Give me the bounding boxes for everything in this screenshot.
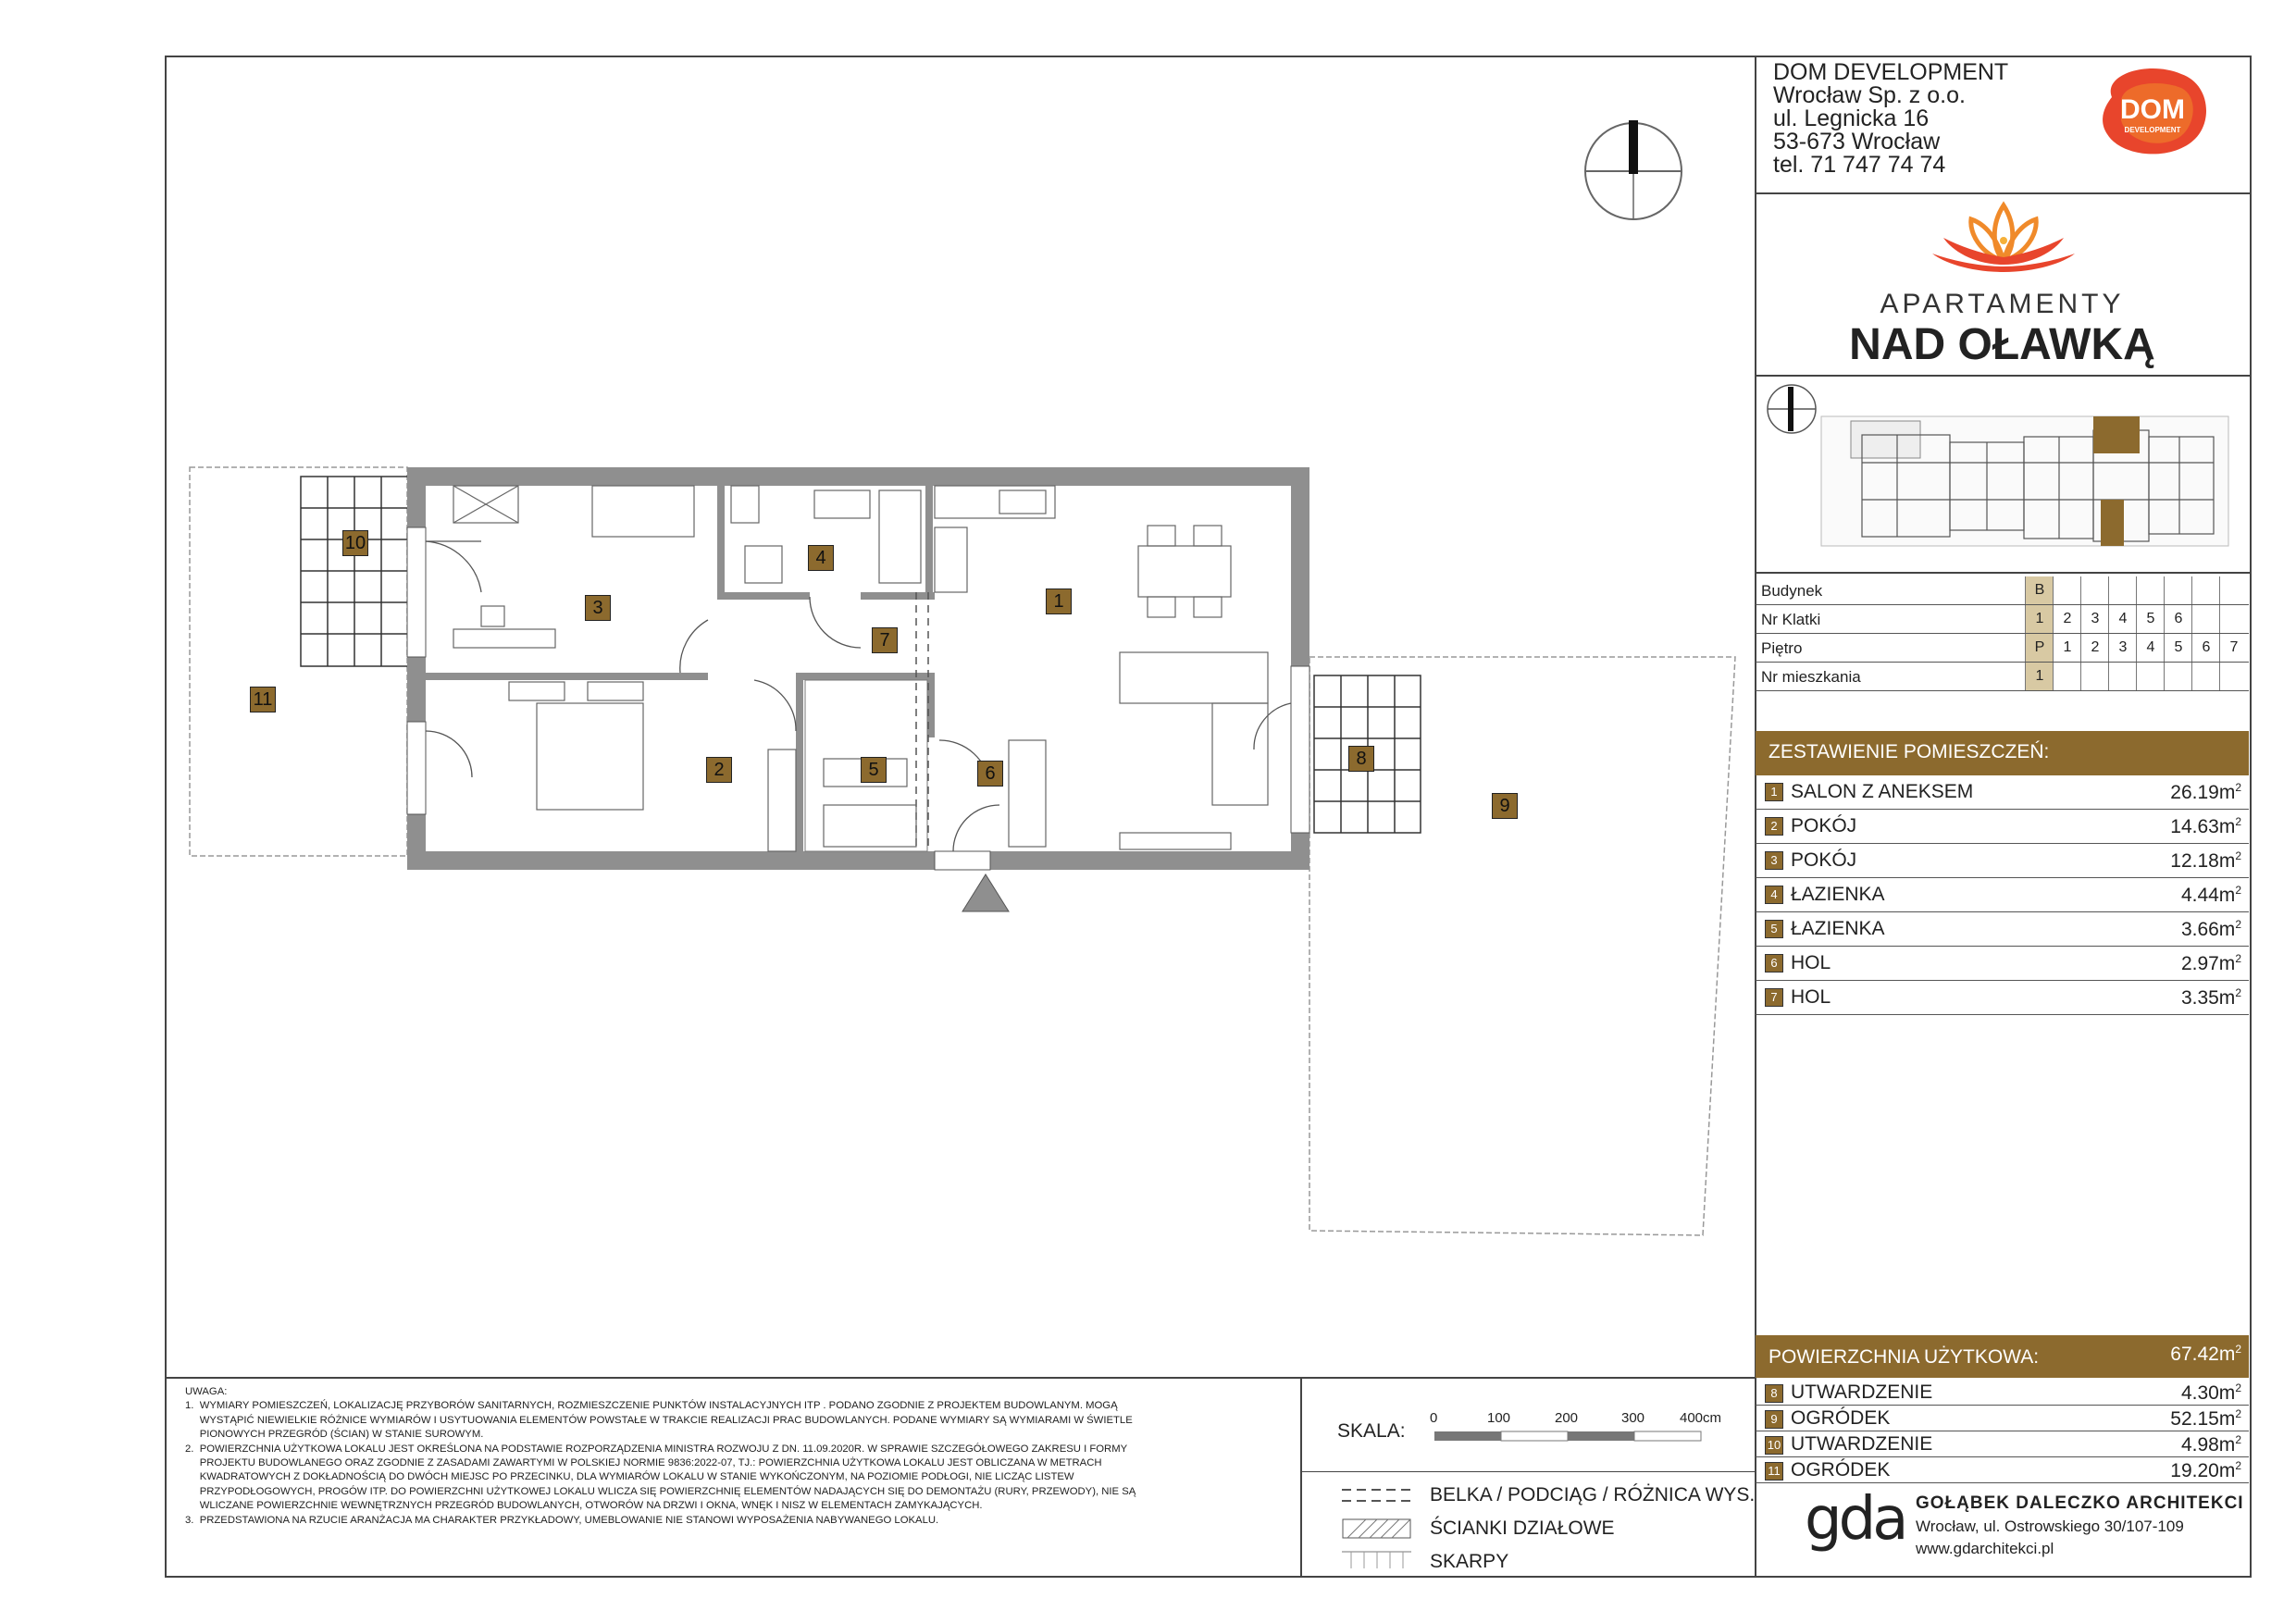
- room-area: [2181, 952, 2241, 975]
- room-name: HOL: [1791, 952, 1831, 973]
- scale-tick: 0: [1430, 1410, 1438, 1426]
- company-phone: tel. 71 747 74 74: [1773, 152, 1946, 178]
- location-cell: [2136, 663, 2165, 690]
- company-block: [1773, 61, 2079, 177]
- room-area: [2170, 815, 2241, 838]
- exterior-row: [1756, 1457, 2249, 1483]
- room-area-sup: 2: [2235, 986, 2241, 999]
- exterior-row: [1756, 1431, 2249, 1457]
- company-city: 53-673 Wrocław: [1773, 129, 1941, 155]
- location-cell: B: [2025, 576, 2054, 604]
- plan-label-5: 5: [861, 757, 887, 783]
- legend-beam: BELKA / PODCIĄG / RÓŻNICA WYS.: [1430, 1484, 1756, 1505]
- note-line: PROJEKTU BUDOWLANEGO ORAZ ZGODNIE Z ZASADAMI ZAWARTYMI W POLSKIEJ NORMIE 9836:2022-07, TJ.: POWIERZCHNIA UŻYTKOWA LOKALU JEST OBLICZANA W METRACH: [185, 1457, 1102, 1469]
- rooms-header-text: ZESTAWIENIE POMIESZCZEŃ:: [1769, 741, 2050, 762]
- location-cell: 7: [2219, 634, 2248, 662]
- dom-logo-subtext: DEVELOPMENT: [2124, 126, 2181, 134]
- location-cell: 3: [2108, 634, 2137, 662]
- slope-legend-icon: [1342, 1550, 1411, 1570]
- gda-logo: gda: [1805, 1485, 1905, 1554]
- plan-label-11: 11: [250, 687, 276, 712]
- room-area-value: 2.97m: [2180, 953, 2236, 974]
- plan-label-8: 8: [1348, 746, 1374, 772]
- exterior-area-sup: 2: [2235, 1459, 2241, 1472]
- scale-label: SKALA:: [1337, 1420, 1406, 1442]
- exterior-area-value: 19.20m: [2170, 1460, 2236, 1481]
- location-cell: [2219, 576, 2248, 604]
- room-area-sup: 2: [2235, 884, 2241, 897]
- beam-legend-icon: [1342, 1485, 1411, 1505]
- location-cell: 1: [2025, 605, 2054, 633]
- room-number: 2: [1765, 817, 1783, 836]
- room-row: [1756, 947, 2249, 981]
- exterior-area-sup: 2: [2235, 1407, 2241, 1420]
- room-name: ŁAZIENKA: [1791, 884, 1885, 905]
- scale-divider: [1300, 1377, 1302, 1578]
- room-row: [1756, 878, 2249, 912]
- location-cell: [2191, 576, 2220, 604]
- plan-label-2: 2: [706, 757, 732, 783]
- room-area-sup: 2: [2235, 849, 2241, 862]
- plan-label-10: 10: [342, 530, 368, 556]
- room-area: [2181, 884, 2241, 907]
- room-number: 1: [1765, 783, 1783, 801]
- exterior-area-sup: 2: [2235, 1433, 2241, 1446]
- exterior-row: [1756, 1380, 2249, 1406]
- location-table-top: [1755, 572, 2252, 574]
- exterior-area-value: 4.30m: [2180, 1382, 2236, 1404]
- total-area-sup: 2: [2235, 1343, 2241, 1356]
- room-area-sup: 2: [2235, 781, 2241, 794]
- note-line: 3. PRZEDSTAWIONA NA RZUCIE ARANŻACJA MA CHARAKTER PRZYKŁADOWY, UMEBLOWANIE NIE STANOWI WYPOSAŻENIA NABYWANEGO LOKALU.: [185, 1514, 939, 1526]
- note-line: WLICZANE POWIERZCHNIE WEWNĘTRZNYCH PRZEGRÓD BUDOWLANYCH, OTWORÓW NA DRZWI I OKNA, WNĘK I NISZ W ELEMENTACH ZAMYKAJĄCYCH.: [185, 1500, 983, 1512]
- location-row: [1756, 576, 2249, 605]
- dom-logo: [2093, 65, 2214, 157]
- location-cell: 2: [2053, 605, 2081, 633]
- room-area-value: 12.18m: [2170, 850, 2236, 872]
- plan-label-9: 9: [1492, 793, 1518, 819]
- room-area-value: 3.66m: [2180, 919, 2236, 940]
- exterior-area-value: 4.98m: [2180, 1434, 2236, 1456]
- location-cell: 4: [2136, 634, 2165, 662]
- notes-divider: [165, 1377, 1756, 1379]
- location-cell: 4: [2108, 605, 2137, 633]
- architect-address: Wrocław, ul. Ostrowskiego 30/107-109: [1916, 1518, 2184, 1535]
- scale-bar: [1434, 1420, 1731, 1457]
- legend-partition: ŚCIANKI DZIAŁOWE: [1430, 1518, 1615, 1539]
- room-row: [1756, 844, 2249, 878]
- exterior-name: UTWARDZENIE: [1791, 1433, 1933, 1455]
- room-name: SALON Z ANEKSEM: [1791, 781, 1974, 802]
- architect-name: GOŁĄBEK DALECZKO ARCHITEKCI: [1916, 1493, 2244, 1513]
- exterior-area: [2170, 1459, 2241, 1482]
- location-cell: [2191, 663, 2220, 690]
- notes-items: [185, 1399, 1296, 1528]
- location-cell: [2053, 576, 2081, 604]
- room-row: [1756, 981, 2249, 1015]
- location-cell: 1: [2053, 634, 2081, 662]
- project-title-1: APARTAMENTY: [1880, 289, 2125, 319]
- exterior-name: OGRÓDEK: [1791, 1459, 1891, 1481]
- note-line: 1. WYMIARY POMIESZCZEŃ, LOKALIZACJĘ PRZYBORÓW SANITARNYCH, ROZMIESZCZENIE PUNKTÓW INSTALACYJNYCH ITP . PODANO ZGODNIE Z PROJEKTEM BUDOWLANYM. MOGĄ: [185, 1400, 1118, 1412]
- location-cell: P: [2025, 634, 2054, 662]
- architect-web: www.gdarchitekci.pl: [1916, 1540, 2054, 1557]
- location-cell: [2164, 576, 2192, 604]
- location-row-label: Nr mieszkania: [1761, 668, 1861, 686]
- plan-label-4: 4: [808, 545, 834, 571]
- exterior-area-sup: 2: [2235, 1381, 2241, 1394]
- partition-legend-icon: [1342, 1518, 1411, 1539]
- room-area: [2170, 781, 2241, 804]
- room-area-value: 14.63m: [2170, 816, 2236, 837]
- exterior-area: [2181, 1433, 2241, 1456]
- location-cell: 5: [2136, 605, 2165, 633]
- exterior-row: [1756, 1406, 2249, 1431]
- location-cell: [2136, 576, 2165, 604]
- project-title-2: NAD OŁAWKĄ: [1849, 320, 2155, 369]
- room-row: [1756, 775, 2249, 810]
- room-area-sup: 2: [2235, 952, 2241, 965]
- room-area: [2170, 849, 2241, 873]
- location-cell: 3: [2080, 605, 2109, 633]
- scale-tick: 400cm: [1680, 1410, 1722, 1426]
- note-line: KWADRATOWYCH Z DOKŁADNOŚCIĄ DO DWÓCH MIEJSC PO PRZECINKU, DLA WYMIARÓW LOKALU W STANIE WYKOŃCZONYM, NA POZIOMIE PODŁOGI, NIE LICZĄC LISTEW: [185, 1471, 1074, 1483]
- total-area-bar: [1756, 1335, 2249, 1378]
- dom-logo-text: DOM: [2120, 94, 2185, 125]
- total-area-number: 67.42m: [2170, 1344, 2236, 1365]
- exterior-name: UTWARDZENIE: [1791, 1381, 1933, 1403]
- location-cell: [2080, 663, 2109, 690]
- location-cell: [2108, 663, 2137, 690]
- lotus-icon: [1925, 196, 2082, 278]
- room-area-value: 4.44m: [2180, 885, 2236, 906]
- scale-tick: 100: [1487, 1410, 1511, 1426]
- legend-slope: SKARPY: [1430, 1551, 1509, 1572]
- location-row: [1756, 605, 2249, 634]
- location-cell: 5: [2164, 634, 2192, 662]
- room-name: HOL: [1791, 986, 1831, 1008]
- total-area-value: [2170, 1343, 2241, 1366]
- notes-block: [185, 1385, 1296, 1528]
- room-number: 4: [1765, 886, 1783, 904]
- room-area-sup: 2: [2235, 918, 2241, 931]
- location-cell: [2164, 663, 2192, 690]
- location-cell: 2: [2080, 634, 2109, 662]
- legend-divider: [1300, 1471, 1756, 1472]
- total-area-label: POWIERZCHNIA UŻYTKOWA:: [1769, 1346, 2040, 1368]
- room-name: ŁAZIENKA: [1791, 918, 1885, 939]
- location-row: [1756, 663, 2249, 691]
- exterior-number: 10: [1765, 1436, 1783, 1455]
- location-row-label: Budynek: [1761, 582, 1823, 600]
- exterior-area: [2170, 1407, 2241, 1431]
- note-line: 2. POWIERZCHNIA UŻYTKOWA LOKALU JEST OKREŚLONA NA PODSTAWIE ROZPORZĄDZENIA MINISTRA ROZWOJU Z DN. 11.09.2020R. W SPRAWIE SZCZEGÓŁOWEGO ZAKRESU I FORMY: [185, 1443, 1128, 1455]
- location-cell: [2080, 576, 2109, 604]
- location-row: [1756, 634, 2249, 663]
- note-line: WYSTĄPIĆ NIEWIELKIE RÓŻNICE WYMIARÓW I USYTUOWANIA ELEMENTÓW POWSTAŁE W TRAKCIE REALIZACJI PRAC BUDOWLANYCH. PODANE WYMIARY SĄ WYMIARAMI W ŚWIETLE: [185, 1414, 1133, 1426]
- room-name: POKÓJ: [1791, 815, 1857, 836]
- plan-label-7: 7: [872, 627, 898, 653]
- room-number: 7: [1765, 988, 1783, 1007]
- location-cell: 1: [2025, 663, 2054, 690]
- exterior-number: 8: [1765, 1384, 1783, 1403]
- location-cell: [2108, 576, 2137, 604]
- plan-label-1: 1: [1046, 588, 1072, 614]
- location-cell: 6: [2164, 605, 2192, 633]
- location-row-label: Piętro: [1761, 639, 1803, 657]
- location-cell: [2191, 605, 2220, 633]
- room-number: 5: [1765, 920, 1783, 938]
- key-plan: [1758, 379, 2249, 560]
- room-row: [1756, 912, 2249, 947]
- exterior-area-value: 52.15m: [2170, 1408, 2236, 1430]
- scale-tick: 200: [1555, 1410, 1579, 1426]
- location-cell: [2219, 663, 2248, 690]
- scale-tick: 300: [1621, 1410, 1645, 1426]
- company-street: ul. Legnicka 16: [1773, 105, 1930, 131]
- exterior-area: [2181, 1381, 2241, 1405]
- room-area-value: 3.35m: [2180, 987, 2236, 1009]
- exterior-number: 11: [1765, 1462, 1783, 1481]
- room-number: 3: [1765, 851, 1783, 870]
- room-number: 6: [1765, 954, 1783, 973]
- room-area: [2181, 986, 2241, 1010]
- company-subname: Wrocław Sp. z o.o.: [1773, 82, 1966, 108]
- north-arrow-icon: [1585, 120, 1682, 219]
- location-row-label: Nr Klatki: [1761, 611, 1821, 628]
- company-divider: [1755, 192, 2252, 194]
- exterior-number: 9: [1765, 1410, 1783, 1429]
- location-cell: [2053, 663, 2081, 690]
- note-line: PIONOWYCH PRZEGRÓD (ŚCIAN) W STANIE SUROWYM.: [185, 1429, 484, 1441]
- floor-plan: [167, 57, 1754, 1376]
- rooms-header: [1756, 731, 2249, 775]
- company-name: DOM DEVELOPMENT: [1773, 59, 2009, 85]
- room-area-sup: 2: [2235, 815, 2241, 828]
- exterior-name: OGRÓDEK: [1791, 1407, 1891, 1429]
- room-area: [2181, 918, 2241, 941]
- room-row: [1756, 810, 2249, 844]
- room-name: POKÓJ: [1791, 849, 1857, 871]
- location-cell: 6: [2191, 634, 2220, 662]
- plan-label-3: 3: [585, 595, 611, 621]
- room-area-value: 26.19m: [2170, 782, 2236, 803]
- note-line: PRZYPODŁOGOWYCH, PROGÓW ITP. DO POWIERZCHNI UŻYTKOWEJ LOKALU WLICZA SIĘ POWIERZCHNIĘ ELEMENTÓW NADAJĄCYCH SIĘ DO DEMONTAŻU (RURY, PRZEWODY), NIE SĄ: [185, 1485, 1136, 1497]
- plan-label-6: 6: [977, 761, 1003, 787]
- location-cell: [2219, 605, 2248, 633]
- project-divider: [1755, 375, 2252, 377]
- notes-title: UWAGA:: [185, 1386, 228, 1397]
